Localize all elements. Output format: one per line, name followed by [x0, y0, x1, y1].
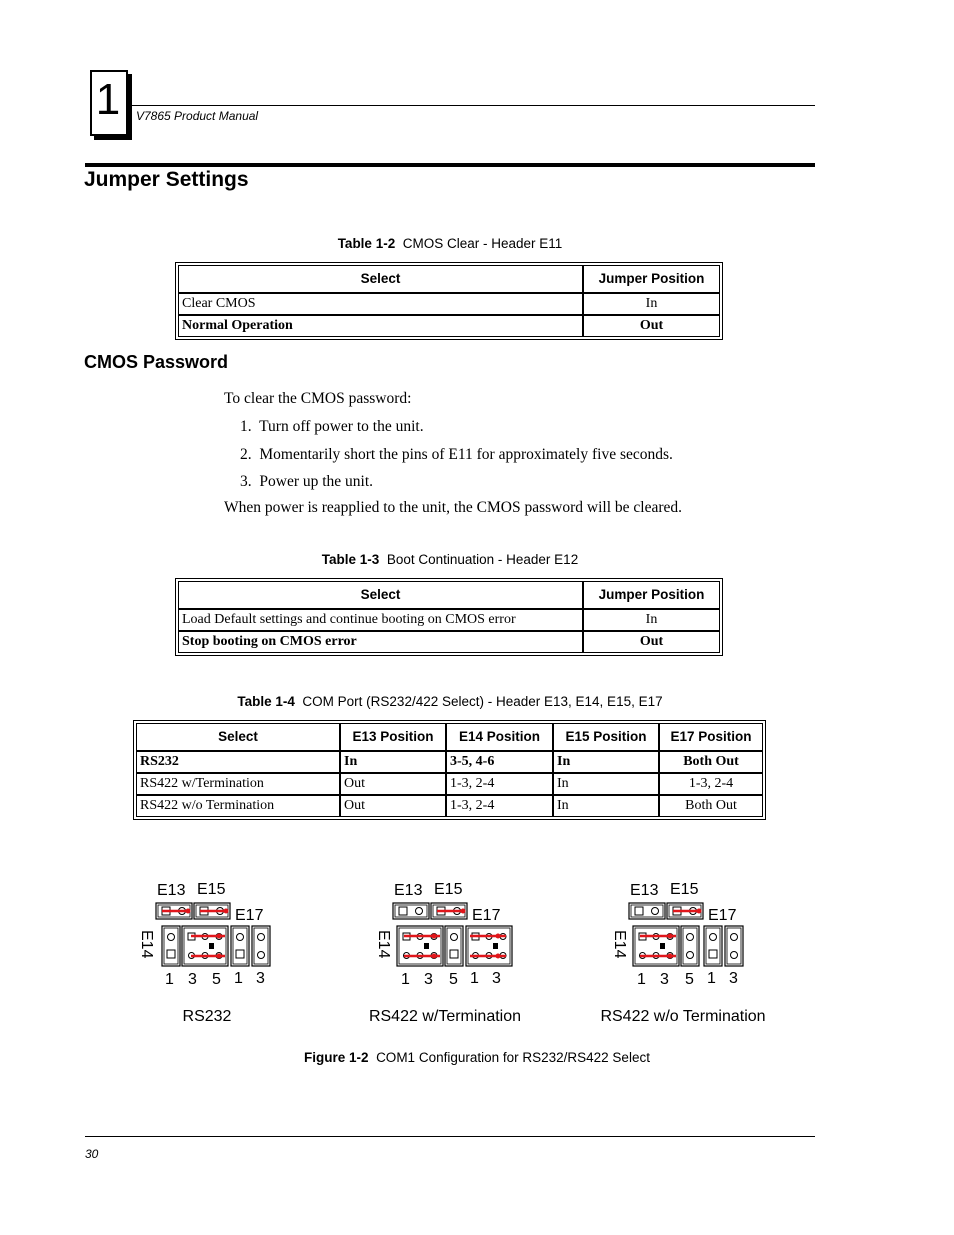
- page-number: 30: [85, 1147, 99, 1161]
- table-header: Select: [136, 723, 340, 751]
- footer-rule: [85, 1136, 815, 1137]
- table-header: E14 Position: [446, 723, 553, 751]
- pin-label: 5: [212, 971, 221, 988]
- table-1-4-caption: [0, 694, 900, 709]
- list-item: [240, 473, 373, 491]
- list-number: 3.: [240, 473, 252, 490]
- e14-left-header: [162, 926, 180, 966]
- table-cell: RS232: [136, 751, 340, 773]
- table-cell: 1-3, 2-4: [659, 773, 763, 795]
- table-header: E15 Position: [553, 723, 659, 751]
- e15-label: E15: [434, 881, 463, 898]
- jumper-config-rs422-term: [369, 881, 521, 1025]
- table-header: Jumper Position: [583, 581, 720, 609]
- pin-label: 3: [729, 970, 738, 987]
- list-item: [240, 418, 424, 436]
- table-cell: Normal Operation: [178, 315, 583, 337]
- table-header: E17 Position: [659, 723, 763, 751]
- e17-label: E17: [708, 907, 737, 924]
- table-header: Select: [178, 265, 583, 293]
- table-cell: 3-5, 4-6: [446, 751, 553, 773]
- table-cell: Out: [583, 631, 720, 653]
- caption-text: CMOS Clear - Header E11: [402, 236, 563, 251]
- table-cell: 1-3, 2-4: [446, 795, 553, 817]
- table-cell: Clear CMOS: [178, 293, 583, 315]
- table-1-2-caption: [0, 236, 900, 251]
- list-text: Turn off power to the unit.: [259, 418, 424, 435]
- table-cell: RS422 w/o Termination: [136, 795, 340, 817]
- list-number: 2.: [240, 446, 252, 463]
- table-row: [178, 609, 720, 631]
- pin-label: 1: [401, 971, 410, 988]
- e14-header: [633, 926, 679, 966]
- e13-label: E13: [630, 882, 659, 899]
- config-label: RS232: [182, 1008, 232, 1025]
- e17-header: [231, 926, 249, 966]
- subsection-title: CMOS Password: [84, 352, 229, 372]
- e17-header: [704, 926, 722, 966]
- table-cell: In: [583, 609, 720, 631]
- table-header: Jumper Position: [583, 265, 720, 293]
- table-cell: 1-3, 2-4: [446, 773, 553, 795]
- config-label: RS422 w/o Termination: [600, 1008, 766, 1025]
- e17-label: E17: [235, 907, 264, 924]
- table-cell: In: [553, 773, 659, 795]
- paragraph: To clear the CMOS password:: [224, 390, 412, 407]
- section-rule: [85, 163, 815, 167]
- list-item: [240, 446, 673, 464]
- pin-label: 3: [492, 970, 501, 987]
- caption-label: Table 1-2: [337, 236, 396, 251]
- caption-text: COM Port (RS232/422 Select) - Header E13, E14, E15, E17: [302, 694, 663, 709]
- table-1-4: [133, 720, 766, 820]
- e13-label: E13: [394, 882, 423, 899]
- e14-header: [182, 926, 228, 966]
- pin-label: 1: [234, 970, 243, 987]
- e14-label: E14: [138, 930, 155, 959]
- list-number: 1.: [240, 418, 252, 435]
- pin-label: 1: [470, 970, 479, 987]
- table-header: E13 Position: [340, 723, 446, 751]
- table-cell: Both Out: [659, 751, 763, 773]
- caption-text: Boot Continuation - Header E12: [386, 552, 579, 567]
- e15-label: E15: [670, 881, 699, 898]
- pin-label: 3: [188, 971, 197, 988]
- e17-header: [466, 926, 512, 966]
- e14-label: E14: [375, 930, 392, 959]
- table-cell: In: [553, 795, 659, 817]
- table-1-3: [175, 578, 723, 656]
- paragraph: When power is reapplied to the unit, the CMOS password will be cleared.: [224, 499, 682, 516]
- e17-right-header: [725, 926, 743, 966]
- e14-label: E14: [611, 930, 628, 959]
- jumper-config-rs422-noterm: [600, 881, 765, 1025]
- table-cell: Out: [340, 795, 446, 817]
- pin-label: 3: [256, 970, 265, 987]
- list-text: Momentarily short the pins of E11 for approximately five seconds.: [259, 446, 673, 463]
- table-cell: In: [340, 751, 446, 773]
- jumper-figure: [0, 870, 954, 1040]
- table-row: [136, 773, 763, 795]
- section-title: Jumper Settings: [84, 168, 249, 191]
- table-cell: Load Default settings and continue booting on CMOS error: [178, 609, 583, 631]
- caption-label: Figure 1-2: [304, 1050, 369, 1065]
- table-cell: Out: [340, 773, 446, 795]
- e14-header: [397, 926, 443, 966]
- table-cell: Out: [583, 315, 720, 337]
- pin-label: 3: [660, 971, 669, 988]
- list-text: Power up the unit.: [259, 473, 374, 490]
- table-cell: In: [583, 293, 720, 315]
- e13-label: E13: [157, 882, 186, 899]
- table-row: [178, 293, 720, 315]
- table-cell: In: [553, 751, 659, 773]
- pin-label: 1: [165, 971, 174, 988]
- config-label: RS422 w/Termination: [368, 1008, 522, 1025]
- table-row: [136, 751, 763, 773]
- e17-right-header: [252, 926, 270, 966]
- table-cell: Both Out: [659, 795, 763, 817]
- pin-label: 5: [449, 971, 458, 988]
- table-header: Select: [178, 581, 583, 609]
- e13-header: [393, 903, 429, 919]
- table-cell: RS422 w/Termination: [136, 773, 340, 795]
- e14-right-header: [445, 926, 463, 966]
- figure-caption: [0, 1050, 954, 1065]
- manual-title: V7865 Product Manual: [136, 109, 259, 123]
- caption-text: COM1 Configuration for RS232/RS422 Select: [376, 1050, 650, 1065]
- table-row: [178, 631, 720, 653]
- chapter-number: 1: [95, 75, 121, 124]
- pin-label: 1: [707, 970, 716, 987]
- table-row: [178, 315, 720, 337]
- e13-header: [629, 903, 665, 919]
- e14-right-header: [681, 926, 699, 966]
- jumper-config-rs232: [138, 881, 270, 1025]
- pin-label: 1: [637, 971, 646, 988]
- pin-label: 5: [685, 971, 694, 988]
- table-cell: Stop booting on CMOS error: [178, 631, 583, 653]
- e15-label: E15: [197, 881, 226, 898]
- pin-label: 3: [424, 971, 433, 988]
- caption-label: Table 1-4: [237, 694, 295, 709]
- caption-label: Table 1-3: [321, 552, 380, 567]
- e17-label: E17: [472, 907, 501, 924]
- table-1-2: [175, 262, 723, 340]
- table-row: [136, 795, 763, 817]
- table-1-3-caption: [0, 552, 900, 567]
- header-rule: [127, 105, 815, 106]
